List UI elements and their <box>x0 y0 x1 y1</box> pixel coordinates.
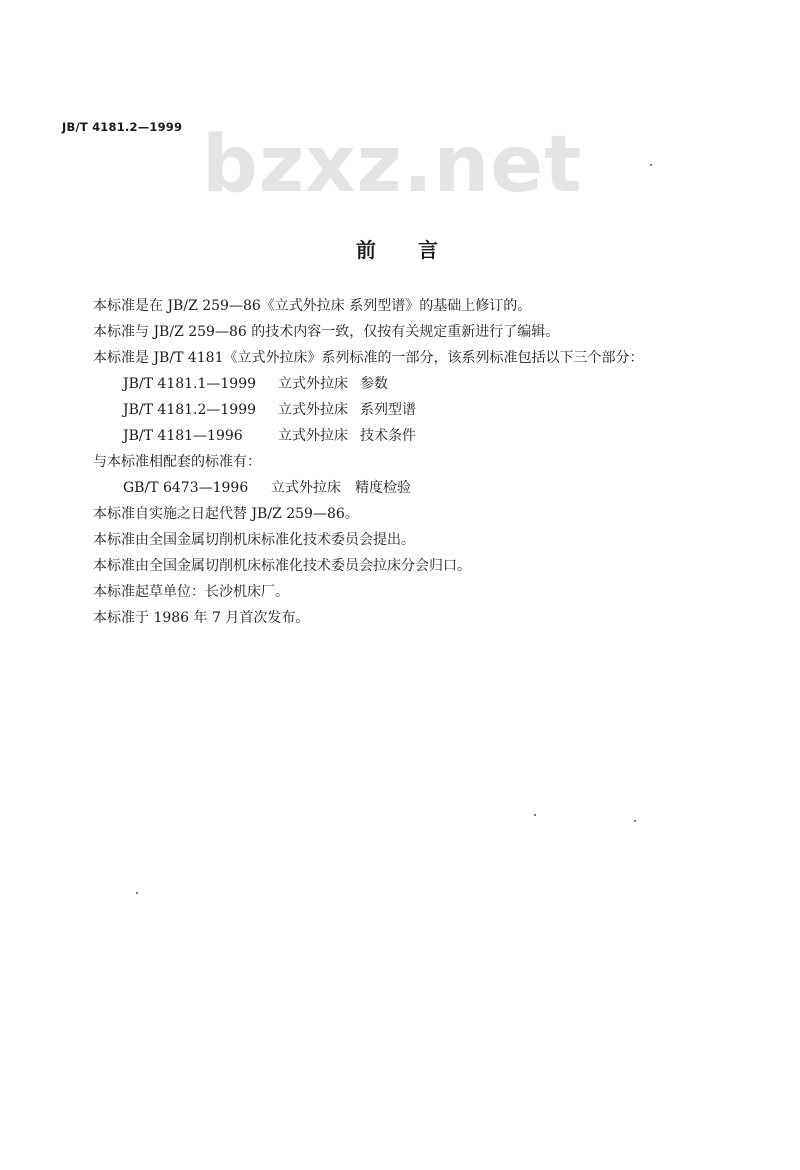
series-part-item <box>93 371 773 397</box>
paragraph-technical-content: 本标准与 JB/Z 259—86 的技术内容一致，仅按有关规定重新进行了编辑。 <box>93 324 560 340</box>
page-title: 前言 <box>356 238 480 262</box>
paragraph-first-issue: 本标准于 1986 年 7 月首次发布。 <box>93 610 310 626</box>
scan-speck <box>650 164 652 166</box>
series-part-code: JB/T 4181—1996 <box>123 428 243 444</box>
related-standard-item <box>93 475 773 501</box>
series-part-name: 参数 <box>360 376 388 392</box>
series-part-machine: 立式外拉床 <box>278 376 348 392</box>
scan-speck <box>634 820 636 822</box>
scan-speck <box>534 814 536 816</box>
scan-speck <box>136 892 138 894</box>
related-standard-name: 精度检验 <box>355 480 411 496</box>
series-part-name: 系列型谱 <box>360 402 416 418</box>
series-part-code: JB/T 4181.1—1999 <box>123 376 257 392</box>
paragraph-proposer: 本标准由全国金属切削机床标准化技术委员会提出。 <box>93 532 415 548</box>
paragraph-replacement: 本标准自实施之日起代替 JB/Z 259—86。 <box>93 506 359 522</box>
related-standard-machine: 立式外拉床 <box>271 480 341 496</box>
series-part-machine: 立式外拉床 <box>278 428 348 444</box>
paragraph-responsible: 本标准由全国金属切削机床标准化技术委员会拉床分会归口。 <box>93 558 471 574</box>
series-part-item <box>93 423 773 449</box>
document-code: JB/T 4181.2—1999 <box>62 120 183 134</box>
foreword-body <box>93 293 773 631</box>
paragraph-revision-basis: 本标准是在 JB/Z 259—86《立式外拉床 系列型谱》的基础上修订的。 <box>93 298 532 314</box>
paragraph-related-intro: 与本标准相配套的标准有： <box>93 454 261 470</box>
series-part-code: JB/T 4181.2—1999 <box>123 402 257 418</box>
watermark: bzxz.net <box>202 120 583 210</box>
series-part-item <box>93 397 773 423</box>
paragraph-drafting-unit: 本标准起草单位：长沙机床厂。 <box>93 584 289 600</box>
series-part-name: 技术条件 <box>360 428 416 444</box>
paragraph-series-intro: 本标准是 JB/T 4181《立式外拉床》系列标准的一部分，该系列标准包括以下三个部分： <box>93 350 644 366</box>
series-part-machine: 立式外拉床 <box>278 402 348 418</box>
related-standard-code: GB/T 6473—1996 <box>123 480 249 496</box>
